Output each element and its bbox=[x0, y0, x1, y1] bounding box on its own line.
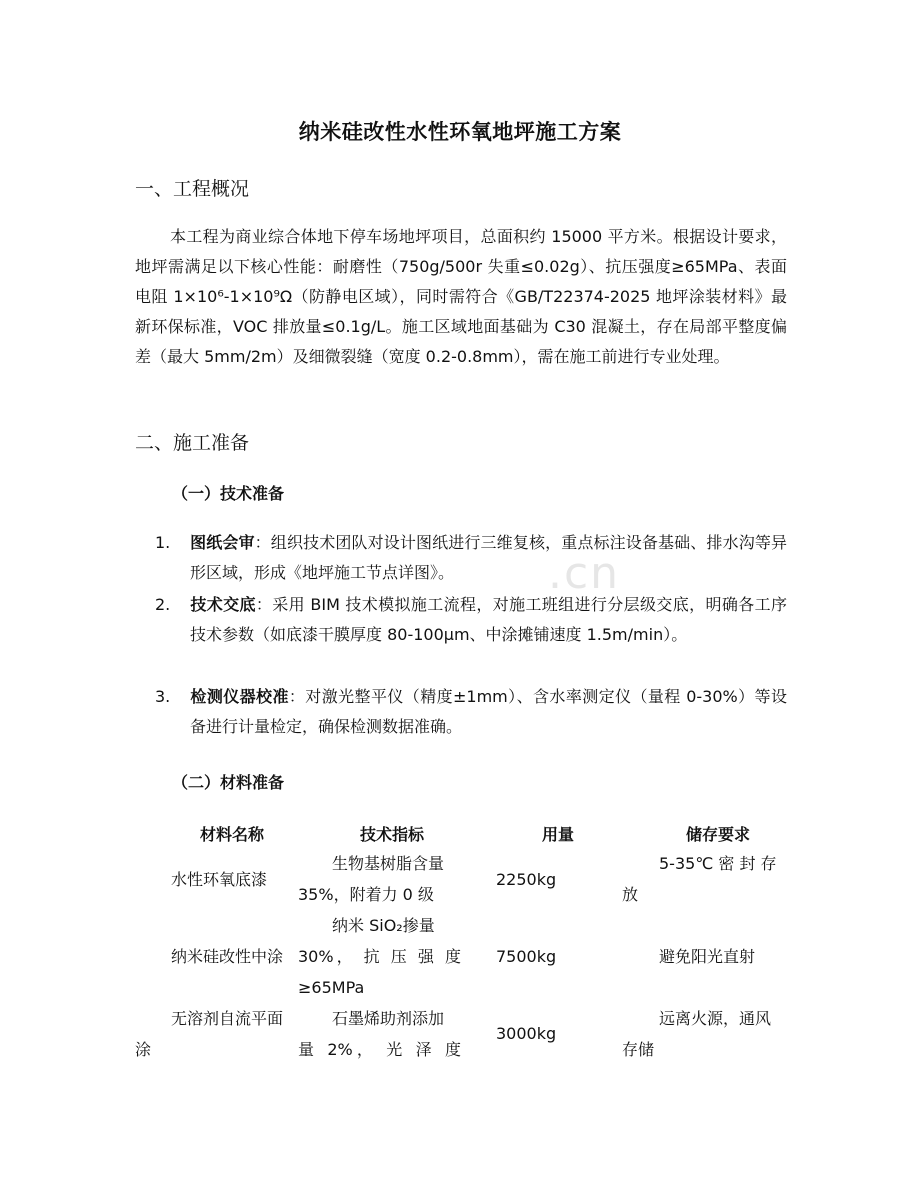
table-header-name: 材料名称 bbox=[200, 825, 265, 844]
section-heading-overview: 一、工程概况 bbox=[135, 178, 250, 200]
table-cell-name: 水性环氧底漆 bbox=[171, 870, 268, 889]
table-cell-qty: 2250kg bbox=[496, 870, 557, 889]
table-cell-spec: 纳米 SiO₂掺量 bbox=[332, 916, 435, 935]
tech-item-label: 检测仪器校准 bbox=[190, 687, 289, 706]
tech-item-text: ：采用 BIM 技术模拟施工流程，对施工班组进行分层级交底，明确各工序技术参数（如底漆干膜厚度 80-100μm、中涂摊铺速度 1.5m/min）。 bbox=[190, 595, 787, 644]
tech-item-number: 2. bbox=[155, 595, 171, 614]
table-cell-spec: 35%，附着力 0 级 bbox=[298, 885, 434, 904]
table-cell-storage: 放 bbox=[622, 885, 639, 904]
table-header-qty: 用量 bbox=[542, 825, 575, 844]
table-header-storage: 储存要求 bbox=[686, 825, 751, 844]
subsection-heading-materials: （二）材料准备 bbox=[172, 773, 285, 792]
tech-item-label: 图纸会审 bbox=[190, 533, 255, 552]
tech-item-text: ：对激光整平仪（精度±1mm）、含水率测定仪（量程 0-30%）等设备进行计量检定，确保检测数据准确。 bbox=[190, 687, 787, 736]
table-cell-name: 纳米硅改性中涂 bbox=[171, 947, 284, 966]
table-cell-storage: 5-35℃ 密 封 存 bbox=[659, 854, 777, 873]
table-cell-spec: 生物基树脂含量 bbox=[332, 854, 445, 873]
table-cell-spec: ≥65MPa bbox=[298, 978, 365, 997]
tech-item-number: 1. bbox=[155, 533, 171, 552]
tech-item-number: 3. bbox=[155, 687, 171, 706]
tech-item-text: ：组织技术团队对设计图纸进行三维复核，重点标注设备基础、排水沟等异形区域，形成《地坪施工节点详图》。 bbox=[190, 533, 787, 582]
tech-item-3 bbox=[155, 682, 787, 742]
table-cell-storage: 避免阳光直射 bbox=[659, 947, 756, 966]
section-heading-preparation: 二、施工准备 bbox=[135, 432, 250, 454]
table-cell-spec: 30%， 抗 压 强 度 bbox=[298, 947, 461, 966]
table-cell-storage: 远离火源，通风 bbox=[659, 1009, 772, 1028]
table-cell-spec: 量 2%， 光 泽 度 bbox=[298, 1040, 461, 1059]
subsection-heading-technical: （一）技术准备 bbox=[172, 484, 285, 503]
table-cell-qty: 3000kg bbox=[496, 1024, 557, 1043]
tech-item-1 bbox=[155, 528, 787, 588]
table-cell-storage: 存储 bbox=[622, 1040, 655, 1059]
watermark: .cn bbox=[548, 548, 621, 599]
table-cell-name: 无溶剂自流平面 bbox=[171, 1009, 284, 1028]
tech-item-label: 技术交底 bbox=[190, 595, 256, 614]
overview-paragraph: 本工程为商业综合体地下停车场地坪项目，总面积约 15000 平方米。根据设计要求，地坪需满足以下核心性能：耐磨性（750g/500r 失重≤0.02g）、抗压强度≥65MPa、表面电阻 1×10⁶-1×10⁹Ω（防静电区域），同时需符合《GB/T22374-2025 地坪涂装材料》最新环保标准，VOC 排放量≤0.1g/L。施工区域地面基础为 C30 混凝土，存在局部平整度偏差（最大 5mm/2m）及细微裂缝（宽度 0.2-0.8mm），需在施工前进行专业处理。 bbox=[135, 227, 787, 366]
tech-item-2 bbox=[155, 590, 787, 650]
table-cell-name: 涂 bbox=[135, 1040, 152, 1059]
table-cell-qty: 7500kg bbox=[496, 947, 557, 966]
table-header-spec: 技术指标 bbox=[360, 825, 425, 844]
document-title: 纳米硅改性水性环氧地坪施工方案 bbox=[298, 120, 622, 144]
table-cell-spec: 石墨烯助剂添加 bbox=[332, 1009, 445, 1028]
